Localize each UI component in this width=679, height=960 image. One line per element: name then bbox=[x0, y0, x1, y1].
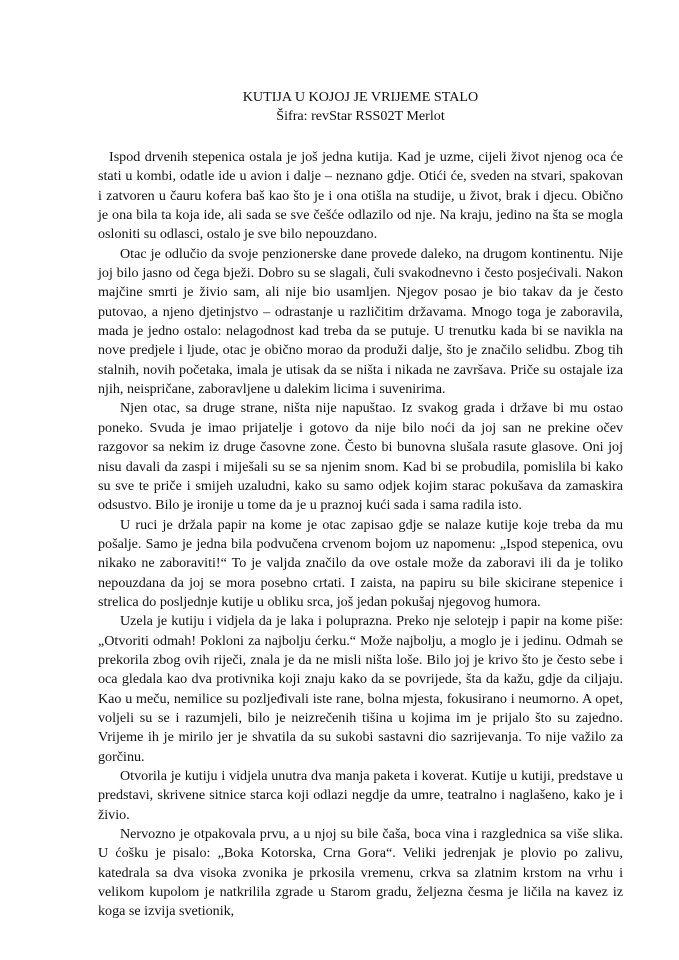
paragraph-5: Uzela je kutiju i vidjela da je laka i poluprazna. Preko nje selotejp i papir na kome piše: „Otvoriti odmah! Pokloni za najbolju ćerku.“ Može najbolju, a moglo je i jedinu. Odmah se prekorila zbog ovih riječi, znala je da ne misli ništa loše. Bilo joj je krivo što je često sebe i oca gledala kao dva protivnika koji znaju kako da se povrijede, šta da kažu, gdje da ciljaju. Kao u meču, nemilice su pozljeđivali iste rane, bolna mjesta, fokusirano i neumorno. A opet, voljeli su se i razumjeli, bilo je neizrečenih tišina u kojima im je prijalo što su zajedno. Vrijeme ih je mirilo jer je shvatila da su sukobi sastavni dio sazrijevanja. To nije važilo za gorčinu. bbox=[98, 613, 623, 765]
paragraph-3: Njen otac, sa druge strane, ništa nije napuštao. Iz svakog grada i države bi mu ostao poneko. Svuda je imao prijatelje i gotovo da nije bilo noći da joj san ne prekine očev razgovor sa nekim iz druge časovne zone. Često bi bunovna slušala rasute glasove. Oni joj nisu davali da zaspi i miješali su se sa njenim snom. Kad bi se probudila, pomislila bi kako su sve te priče i smijeh uzaludni, kako su samo odjek kojim starac pokušava da zamaskira odsustvo. Bilo je ironije u tome da je u praznoj kući sada i sama radila isto. bbox=[98, 400, 623, 514]
paragraph-4: U ruci je držala papir na kome je otac zapisao gdje se nalaze kutije koje treba da mu pošalje. Samo je jedna bila podvučena crvenom bojom uz napomenu: „Ispod stepenica, ovu nikako ne zaboraviti!“ To je valjda značilo da ove ostale može da zaboravi ili da je toliko nepouzdana da joj se mora posebno crtati. I zaista, na papiru su bile skicirane stepenice i strelica do posljednje kutije u obliku srca, još jedan pokušaj njegovog humora. bbox=[98, 516, 623, 610]
document-body bbox=[98, 148, 623, 922]
paragraph-7: Nervozno je otpakovala prvu, a u njoj su bile čaša, boca vina i razglednica sa više slika. U ćošku je pisalo: „Boka Kotorska, Crna Gora“. Veliki jedrenjak je plovio po zalivu, katedrala sa dva visoka zvonika je prkosila vremenu, crkva sa zlatnim krstom na vrhu i velikom kupolom je natkrilila zgrade u Starom gradu, željezna česma je ličila na kavez iz koga se izvija svetionik, bbox=[98, 826, 623, 920]
paragraph-6: Otvorila je kutiju i vidjela unutra dva manja paketa i koverat. Kutije u kutiji, predstave u predstavi, skrivene sitnice starca koji odlazi negdje da umre, teatralno i naglašeno, kako je i živio. bbox=[98, 768, 623, 823]
document-title: KUTIJA U KOJOJ JE VRIJEME STALO bbox=[242, 89, 479, 105]
title-block bbox=[98, 88, 623, 126]
document-code: Šifra: revStar RSS02T Merlot bbox=[276, 108, 445, 124]
paragraph-1: Ispod drvenih stepenica ostala je još jedna kutija. Kad je uzme, cijeli život njenog oca će stati u kombi, odatle ide u avion i dalje – neznano gdje. Otići će, sveden na stvari, spakovan i zatvoren u čauru kofera baš kao što je i ona otišla na studije, u život, brak i djecu. Obično je ona bila ta koja ide, ali sada se sve češće odlazilo od nje. Na kraju, jedino na šta se mogla osloniti su odlasci, ostalo je sve bilo nepouzdano. bbox=[98, 149, 623, 243]
paragraph-2: Otac je odlučio da svoje penzionerske dane provede daleko, na drugom kontinentu. Nije joj bilo jasno od čega bježi. Dobro su se slagali, čuli svakodnevno i često posjećivali. Nakon majčine smrti je živio sam, ali nije bio usamljen. Njegov posao je bio takav da je često putovao, a njeno djetinjstvo – odrastanje u različitim državama. Mnogo toga je zaboravila, mada je jedno ostalo: nelagodnost kad treba da se putuje. U trenutku kada bi se navikla na nove predjele i ljude, otac je obično morao da produži dalje, što je značilo selidbu. Zbog tih stalnih, novih početaka, imala je utisak da se ništa i nikada ne završava. Priče su ostajale iza njih, neispričane, zaboravljene u dalekim licima i suvenirima. bbox=[98, 245, 623, 398]
